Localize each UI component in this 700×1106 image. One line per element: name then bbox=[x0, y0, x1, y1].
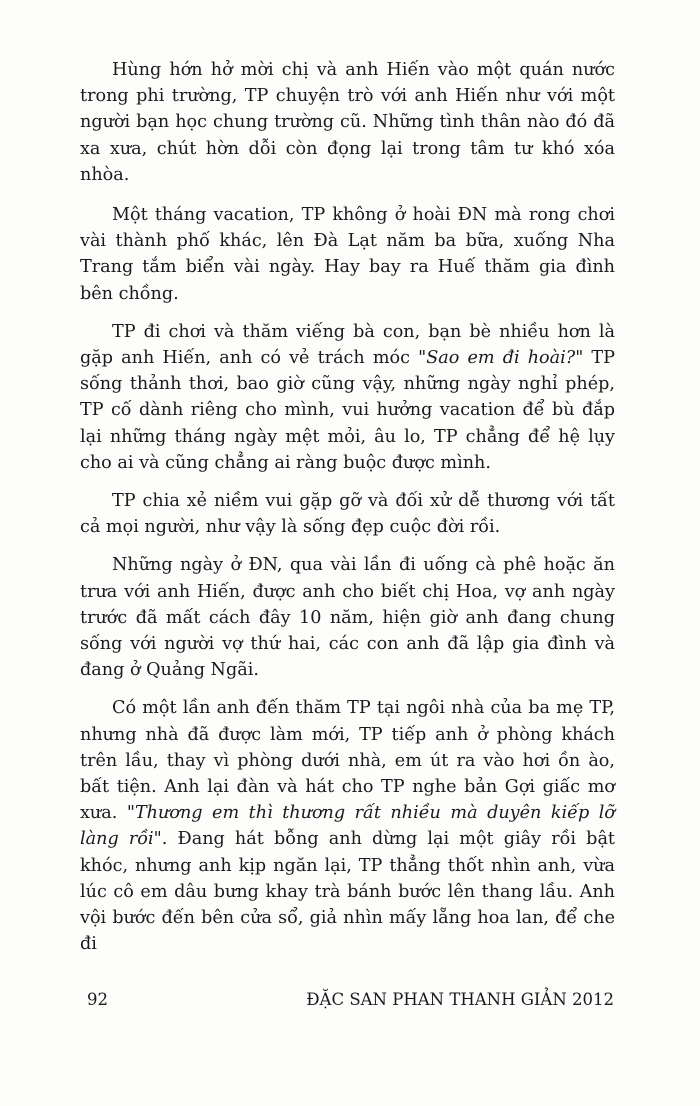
paragraph-1: Hùng hớn hở mời chị và anh Hiến vào một quán nước trong phi trường, TP chuyện trò với anh Hiến như với một người bạn học chung trường cũ. Những tình thân nào đó đã xa xưa, chút hờn dỗi còn đọng lại trong tâm tư khó xóa nhòa. bbox=[80, 60, 615, 185]
paragraph-6-lead: Có một lần anh đến thăm TP tại ngôi nhà của ba mẹ TP, nhưng nhà đã được làm mới, TP tiếp anh ở phòng khách trên lầu, thay vì phòng dưới nhà, em út ra vào hơi ồn ào, bất tiện. Anh lại đàn và hát cho TP nghe bản Gợi giấc mơ xưa. bbox=[80, 698, 615, 824]
page-number: 92 bbox=[87, 990, 108, 1009]
paragraph-3-rest: TP sống thảnh thơi, bao giờ cũng vậy, những ngày nghỉ phép, TP cố dành riêng cho mình, vui hưởng vacation để bù đắp lại những tháng ngày mệt mỏi, âu lo, TP chẳng để hệ lụy cho ai và cũng chẳng ai ràng buộc được mình. bbox=[80, 348, 615, 473]
paragraph-2: Một tháng vacation, TP không ở hoài ĐN mà rong chơi vài thành phố khác, lên Đà Lạt năm ba bữa, xuống Nha Trang tắm biển vài ngày. Hay bay ra Huế thăm gia đình bên chồng. bbox=[80, 205, 615, 304]
paragraph-3-quote: "Sao em đi hoài?" bbox=[418, 348, 584, 369]
paragraph-4: TP chia xẻ niềm vui gặp gỡ và đối xử dễ thương với tất cả mọi người, như vậy là sống đẹp cuộc đời rồi. bbox=[80, 491, 615, 538]
body-text bbox=[80, 57, 615, 970]
paragraph-6-quote: "Thương em thì thương rất nhiều mà duyên kiếp lỡ làng rồi" bbox=[80, 803, 615, 850]
paragraph-6-rest: . Đang hát bỗng anh dừng lại một giây rồi bật khóc, nhưng anh kịp ngăn lại, TP thẳng thốt nhìn anh, vừa lúc cô em dâu bưng khay trà bánh bước lên thang lầu. Anh vội bước đến bên cửa sổ, giả nhìn mấy lẵng hoa lan, để che đi bbox=[80, 829, 615, 955]
publication-title: ĐẶC SAN PHAN THANH GIẢN 2012 bbox=[306, 990, 614, 1009]
paragraph-6 bbox=[80, 695, 615, 957]
page-footer bbox=[87, 990, 614, 1009]
paragraph-5: Những ngày ở ĐN, qua vài lần đi uống cà phê hoặc ăn trưa với anh Hiến, được anh cho biết chị Hoa, vợ anh ngày trước đã mất cách đây 10 năm, hiện giờ anh đang chung sống với người vợ thứ hai, các con anh đã lập gia đình và đang ở Quảng Ngãi. bbox=[80, 555, 615, 681]
paragraph-3-lead: TP đi chơi và thăm viếng bà con, bạn bè nhiều hơn là gặp anh Hiến, anh có vẻ trách móc bbox=[80, 321, 615, 369]
paragraph-3 bbox=[80, 319, 615, 476]
